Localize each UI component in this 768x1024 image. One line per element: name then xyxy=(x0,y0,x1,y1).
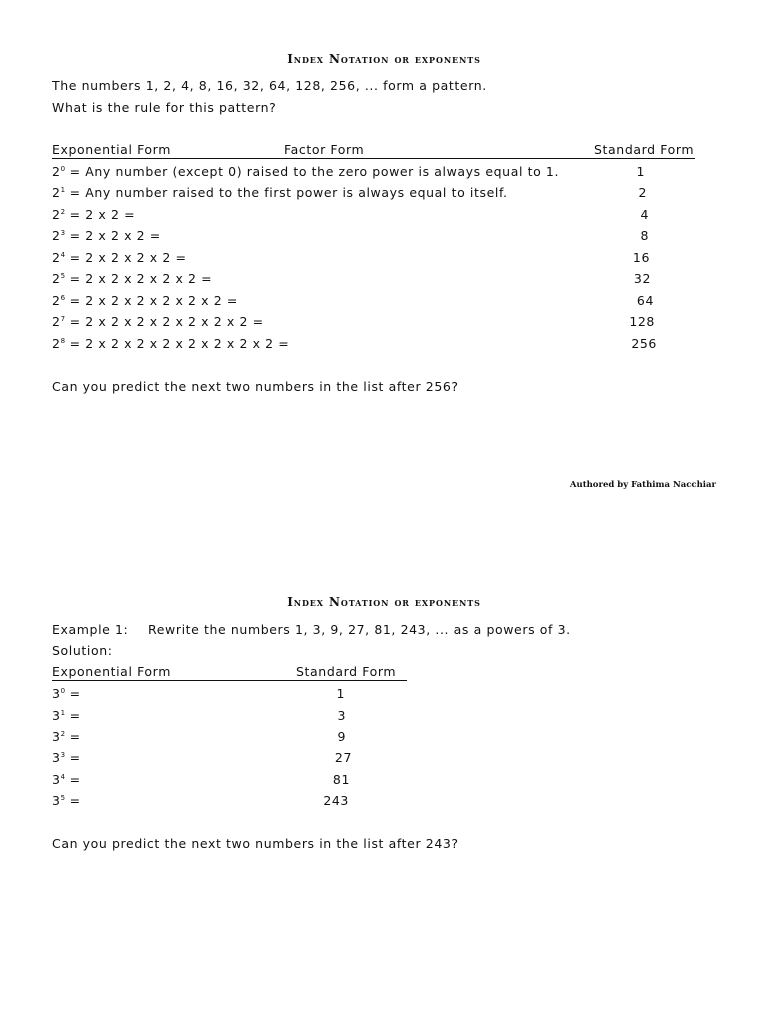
row-expression: = xyxy=(69,750,81,765)
section1-intro-line1: The numbers 1, 2, 4, 8, 16, 32, 64, 128, 256, ... form a pattern. xyxy=(52,78,487,93)
table-row xyxy=(52,250,187,265)
row-base: 2 xyxy=(52,164,61,179)
row-standard: 9 xyxy=(337,729,346,744)
section1-header-exponential: Exponential Form xyxy=(52,142,171,157)
section2-header-standard: Standard Form xyxy=(296,664,397,679)
row-base: 3 xyxy=(52,750,61,765)
row-expression: = 2 x 2 x 2 = xyxy=(69,228,161,243)
section1-header-standard: Standard Form xyxy=(594,142,695,157)
table-row xyxy=(52,793,81,808)
example-label: Example 1: xyxy=(52,622,129,637)
row-standard: 2 xyxy=(638,185,647,200)
row-expression: = Any number raised to the first power is always equal to itself. xyxy=(69,185,508,200)
row-base: 3 xyxy=(52,686,61,701)
row-exponent: 6 xyxy=(60,294,66,302)
row-exponent: 3 xyxy=(60,751,66,759)
row-exponent: 4 xyxy=(60,251,66,259)
row-standard: 1 xyxy=(336,686,345,701)
row-exponent: 5 xyxy=(60,272,66,280)
table-row xyxy=(52,185,508,200)
row-standard: 256 xyxy=(631,336,657,351)
row-exponent: 2 xyxy=(60,208,66,216)
row-base: 2 xyxy=(52,271,61,286)
row-standard: 16 xyxy=(632,250,650,265)
table-row xyxy=(52,708,81,723)
row-expression: = xyxy=(69,686,81,701)
row-expression: = 2 x 2 x 2 x 2 = xyxy=(69,250,187,265)
table-row xyxy=(52,750,81,765)
example-text: Rewrite the numbers 1, 3, 9, 27, 81, 243, ... as a powers of 3. xyxy=(148,622,571,637)
row-expression: = 2 x 2 = xyxy=(69,207,136,222)
row-standard: 128 xyxy=(629,314,655,329)
author-credit: Authored by Fathima Nacchiar xyxy=(569,480,716,490)
row-exponent: 5 xyxy=(60,794,66,802)
row-expression: = xyxy=(69,793,81,808)
row-exponent: 3 xyxy=(60,229,66,237)
row-base: 3 xyxy=(52,772,61,787)
row-standard: 4 xyxy=(640,207,649,222)
table-row xyxy=(52,772,81,787)
section1-header-factor: Factor Form xyxy=(284,142,365,157)
section1-title: Index Notation or exponents xyxy=(287,52,481,66)
section2-header-exponential: Exponential Form xyxy=(52,664,171,679)
row-base: 2 xyxy=(52,336,61,351)
row-expression: = Any number (except 0) raised to the zero power is always equal to 1. xyxy=(69,164,560,179)
row-exponent: 0 xyxy=(60,687,66,695)
row-exponent: 7 xyxy=(60,315,66,323)
row-base: 2 xyxy=(52,228,61,243)
row-exponent: 4 xyxy=(60,773,66,781)
row-exponent: 1 xyxy=(60,186,66,194)
table-row xyxy=(52,686,81,701)
table-row xyxy=(52,336,289,351)
row-base: 2 xyxy=(52,293,61,308)
row-standard: 81 xyxy=(332,772,350,787)
row-standard: 64 xyxy=(636,293,654,308)
row-expression: = 2 x 2 x 2 x 2 x 2 = xyxy=(69,271,213,286)
section2-title: Index Notation or exponents xyxy=(287,595,481,609)
row-exponent: 8 xyxy=(60,337,66,345)
table-row xyxy=(52,729,81,744)
row-base: 3 xyxy=(52,729,61,744)
row-standard: 3 xyxy=(337,708,346,723)
row-expression: = 2 x 2 x 2 x 2 x 2 x 2 x 2 x 2 = xyxy=(69,336,290,351)
row-base: 3 xyxy=(52,708,61,723)
row-exponent: 1 xyxy=(60,709,66,717)
section2-question: Can you predict the next two numbers in the list after 243? xyxy=(52,836,459,851)
section2-header-rule xyxy=(52,680,407,681)
table-row xyxy=(52,271,212,286)
row-base: 2 xyxy=(52,314,61,329)
table-row xyxy=(52,293,238,308)
section1-question: Can you predict the next two numbers in the list after 256? xyxy=(52,379,459,394)
table-row xyxy=(52,207,135,222)
row-standard: 1 xyxy=(636,164,645,179)
row-expression: = 2 x 2 x 2 x 2 x 2 x 2 = xyxy=(69,293,238,308)
table-row xyxy=(52,228,161,243)
table-row xyxy=(52,164,559,179)
section1-intro-line2: What is the rule for this pattern? xyxy=(52,100,277,115)
row-standard: 8 xyxy=(640,228,649,243)
row-expression: = xyxy=(69,708,81,723)
section1-header-rule xyxy=(52,158,695,159)
row-exponent: 2 xyxy=(60,730,66,738)
row-expression: = xyxy=(69,772,81,787)
row-base: 3 xyxy=(52,793,61,808)
row-base: 2 xyxy=(52,250,61,265)
row-standard: 243 xyxy=(323,793,349,808)
row-standard: 32 xyxy=(633,271,651,286)
row-exponent: 0 xyxy=(60,165,66,173)
row-base: 2 xyxy=(52,185,61,200)
row-base: 2 xyxy=(52,207,61,222)
solution-label: Solution: xyxy=(52,643,113,658)
row-expression: = xyxy=(69,729,81,744)
table-row xyxy=(52,314,264,329)
row-expression: = 2 x 2 x 2 x 2 x 2 x 2 x 2 = xyxy=(69,314,264,329)
row-standard: 27 xyxy=(334,750,352,765)
